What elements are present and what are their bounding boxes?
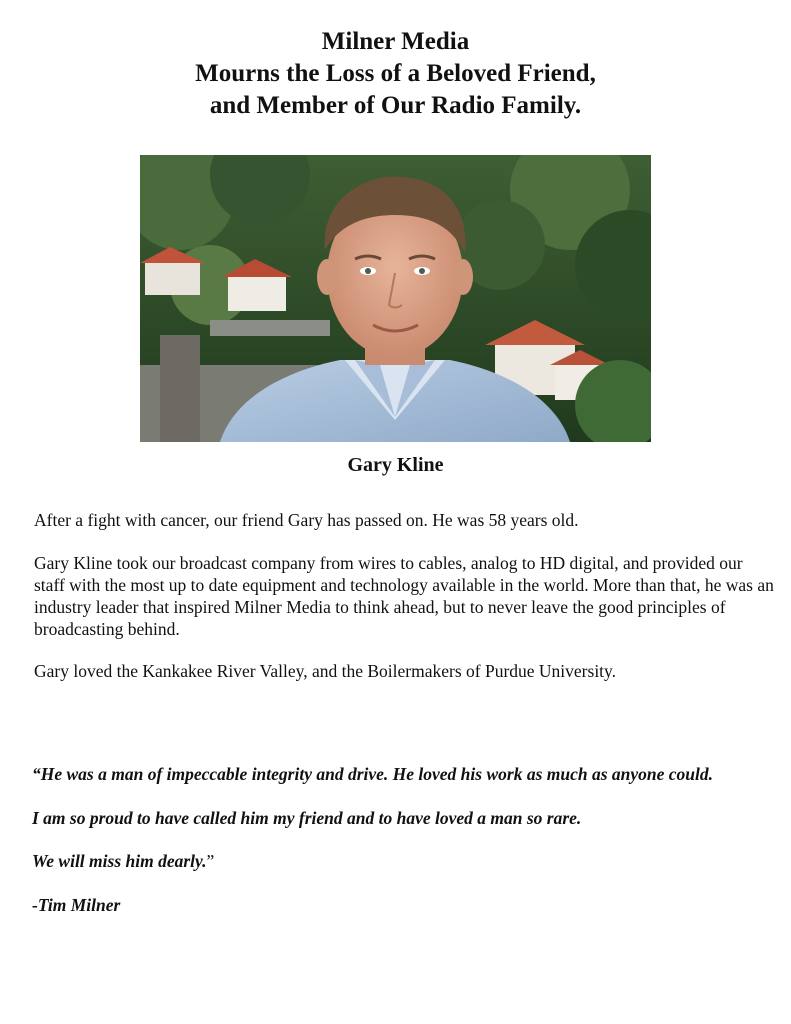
photo-caption: Gary Kline — [347, 454, 444, 476]
paragraph-passing: After a fight with cancer, our friend Gary has passed on. He was 58 years old. — [34, 510, 579, 530]
quote-signature: -Tim Milner — [32, 895, 121, 915]
heading-line-mourns: Mourns the Loss of a Beloved Friend, — [195, 60, 596, 87]
paragraph-loves: Gary loved the Kankakee River Valley, and the Boilermakers of Purdue University. — [34, 661, 617, 681]
quote-line-friend: I am so proud to have called him my friend and to have loved a man so rare. — [32, 808, 582, 828]
paragraph-career: Gary Kline took our broadcast company from wires to cables, analog to HD digital, and provided our staff with the most up to date equipment and technology available in the world. More than that, he was an industry leader that inspired Milner Media to think ahead, but to never leave the good principles of broadcasting behind. — [34, 553, 774, 639]
quote-miss-text: We will miss him dearly. — [32, 851, 207, 871]
heading-line-family: and Member of Our Radio Family. — [209, 92, 582, 119]
page-heading — [0, 26, 791, 122]
quote-close-mark: ” — [206, 851, 215, 871]
quote-line-miss — [32, 851, 772, 872]
quote-line-integrity: “He was a man of impeccable integrity and drive. He loved his work as much as anyone could. — [32, 764, 714, 784]
heading-line-company: Milner Media — [321, 28, 470, 55]
portrait-photo — [140, 155, 651, 442]
